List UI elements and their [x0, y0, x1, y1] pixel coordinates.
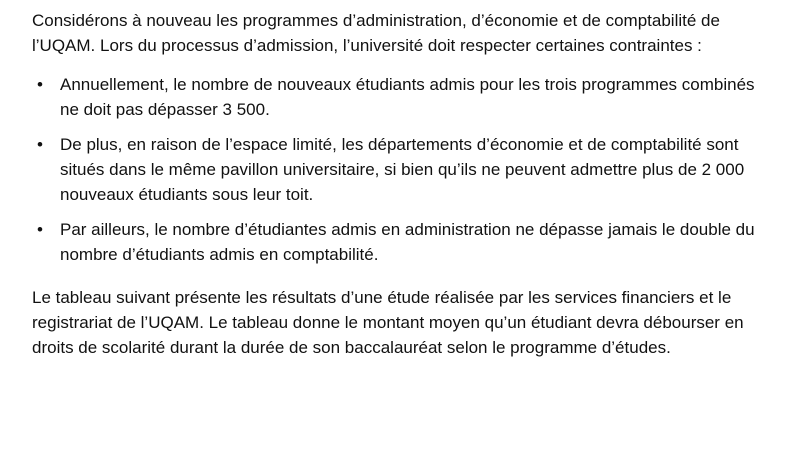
- bullet-icon: •: [37, 75, 43, 94]
- constraint-text: Par ailleurs, le nombre d’étudiantes admis en administration ne dépasse jamais le double du nombre d’étudiants admis en comptabilité.: [60, 220, 755, 264]
- constraint-text: Annuellement, le nombre de nouveaux étudiants admis pour les trois programmes combinés ne doit pas dépasser 3 500.: [60, 75, 755, 119]
- conclusion-paragraph: Le tableau suivant présente les résultats d’une étude réalisée par les services financiers et le registrariat de l’UQAM. Le tableau donne le montant moyen qu’un étudiant devra débourser en droits de scolarité durant la durée de son baccalauréat selon le programme d’études.: [32, 288, 744, 357]
- list-item: [32, 132, 772, 207]
- constraint-text: De plus, en raison de l’espace limité, les départements d’économie et de comptabilité sont situés dans le même pavillon universitaire, si bien qu’ils ne peuvent admettre plus de 2 000 nouveaux étudiants sous leur toit.: [60, 135, 745, 204]
- bullet-icon: •: [37, 135, 43, 154]
- intro-paragraph: Considérons à nouveau les programmes d’administration, d’économie et de comptabilité de l’UQAM. Lors du processus d’admission, l’université doit respecter certaines contraintes :: [32, 11, 720, 55]
- list-item: [32, 217, 772, 267]
- list-item: [32, 72, 772, 122]
- constraints-list: [32, 72, 772, 267]
- bullet-icon: •: [37, 220, 43, 239]
